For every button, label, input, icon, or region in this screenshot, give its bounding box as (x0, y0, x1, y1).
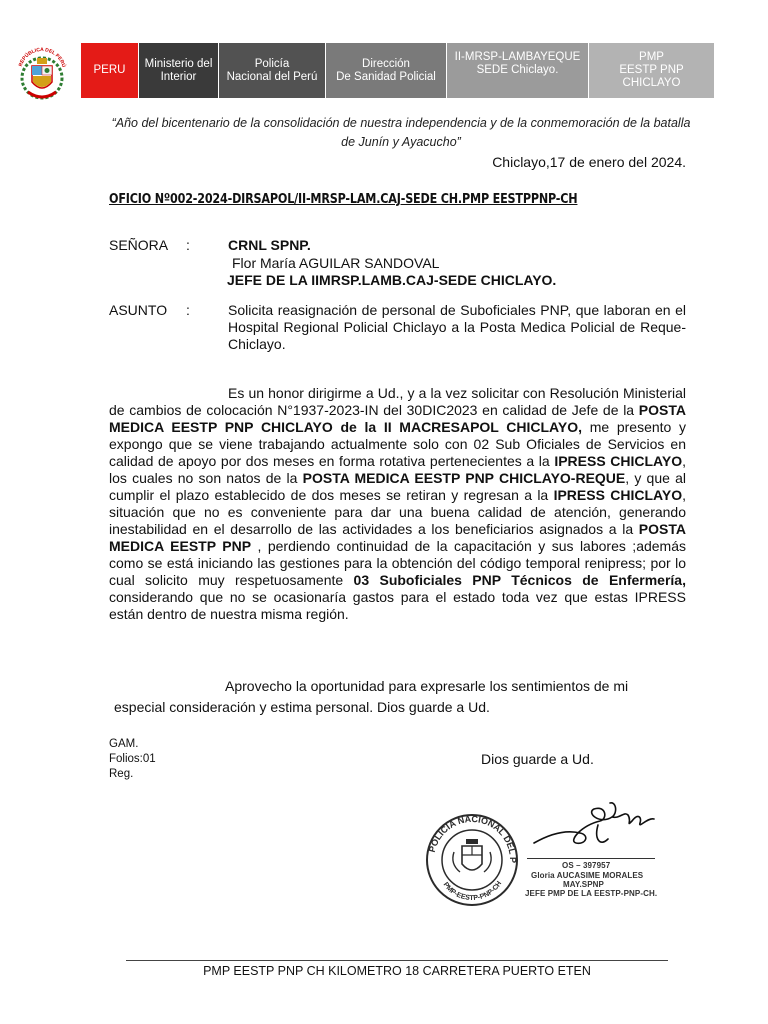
footer-divider (126, 960, 668, 961)
body-text-run: considerando que no se ocasionaría gastos para el estado toda vez que estas IPRESS están dentro de nuestra misma región. (109, 589, 686, 622)
body-bold-run: IPRESS CHICLAYO (554, 453, 683, 469)
body-text-run: , perdiendo continuidad de la capacitación y sus labores ;además como se está iniciando las gestiones para la obtención del código temporal renipress; por lo cual solicito muy respetuosamente (109, 538, 687, 588)
body-bold-run: POSTA MEDICA EESTP PNP CHICLAYO-REQUE (302, 470, 626, 486)
footer-address: PMP EESTP PNP CH KILOMETRO 18 CARRETERA PUERTO ETEN (203, 964, 591, 978)
body-paragraph (109, 385, 686, 623)
body-text-run: , y que al cumplir el plazo establecido de dos meses se retiran y regresan a la (109, 470, 686, 503)
svg-text:REPÚBLICA DEL PERÚ: REPÚBLICA DEL PERÚ (17, 46, 67, 69)
signer-os-number: OS – 397957 (562, 861, 611, 870)
body-bold-run: 03 Suboficiales PNP Técnicos de Enfermería, (353, 572, 686, 588)
body-text-run: , situación que no es conveniente para dar una buena calidad de atención, generando inestabilidad en el desarrollo de las actividades a los beneficiarios asignados a la (109, 487, 686, 537)
stamp-bottom-text: PMP-EESTP-PNP-CH (441, 880, 504, 903)
peru-national-seal-logo (13, 42, 71, 108)
year-motto: “Año del bicentenario de la consolidación de nuestra independencia y de la conmemoración de la batalla de Junín y Ayacucho” (111, 116, 691, 149)
header-ministerio-box: Ministerio del Interior (139, 43, 218, 98)
recipient-rank: CRNL SPNP. (228, 237, 311, 253)
body-text-run: me presento y expongo que se viene trabajando actualmente solo con 02 Sub Oficiales de Servicios en calidad de apoyo por dos meses en forma rotativa pertenecientes a la (109, 419, 687, 469)
header-policia-box: Policía Nacional del Perú (219, 43, 325, 98)
ref-gam: GAM. (109, 738, 139, 750)
body-bold-run: POSTA MEDICA EESTP PNP CHICLAYO de la II MACRESAPOL CHICLAYO, (109, 402, 686, 435)
ref-folios: Folios:01 (109, 753, 156, 765)
closing-line-2: especial consideración y estima personal. Dios guarde a Ud. (114, 699, 490, 715)
subject-text: Solicita reasignación de personal de Suboficiales PNP, que laboran en el Hospital Regional Policial Chiclayo a la Posta Medica Policial de Reque- Chiclayo. (228, 302, 686, 352)
body-text-run: Es un honor dirigirme a Ud., y a la vez solicitar con Resolución Ministerial de cambios de colocación N°1937-2023-IN del 30DIC2023 en calidad de Jefe de la (109, 385, 686, 418)
closing-paragraph (114, 676, 686, 718)
body-bold-run: POSTA MEDICA EESTP PNP (109, 521, 686, 554)
header-peru-box: PERU (81, 43, 138, 98)
recipient-colon: : (186, 237, 190, 253)
header-region-box: II-MRSP-LAMBAYEQUE SEDE Chiclayo. (447, 43, 588, 98)
subject-label: ASUNTO (109, 302, 168, 318)
body-text-run: , los cuales no son natos de la (109, 453, 686, 486)
subject-colon: : (186, 302, 190, 318)
signer-name: Gloria AUCASIME MORALES (531, 871, 644, 880)
header-pmp-box: PMP EESTP PNP CHICLAYO (589, 43, 714, 98)
closing-line-1: Aprovecho la oportunidad para expresarle los sentimientos de mi (225, 678, 629, 694)
oficio-title: OFICIO Nº002-2024-DIRSAPOL/II-MRSP-LAM.CAJ-SEDE CH.PMP EESTPPNP-CH (109, 191, 578, 207)
signer-role: JEFE PMP DE LA EESTP-PNP-CH. (525, 889, 658, 898)
signature-line (527, 858, 655, 859)
document-date: Chiclayo,17 de enero del 2024. (492, 154, 686, 170)
body-bold-run: IPRESS CHICLAYO (553, 487, 683, 503)
recipient-position: JEFE DE LA IIMRSP.LAMB.CAJ-SEDE CHICLAYO. (227, 272, 557, 288)
recipient-label: SEÑORA (109, 237, 169, 253)
ref-reg: Reg. (109, 768, 134, 780)
reference-block (109, 737, 156, 782)
signer-rank: MAY.SPNP (563, 880, 604, 889)
stamp-ring-text: POLICIA NACIONAL DEL P (426, 813, 519, 863)
police-stamp (420, 812, 524, 908)
dios-guarde-text: Dios guarde a Ud. (481, 751, 594, 767)
handwritten-signature (528, 795, 668, 855)
recipient-name: Flor María AGUILAR SANDOVAL (232, 255, 440, 271)
header-direccion-box: Dirección De Sanidad Policial (326, 43, 446, 98)
